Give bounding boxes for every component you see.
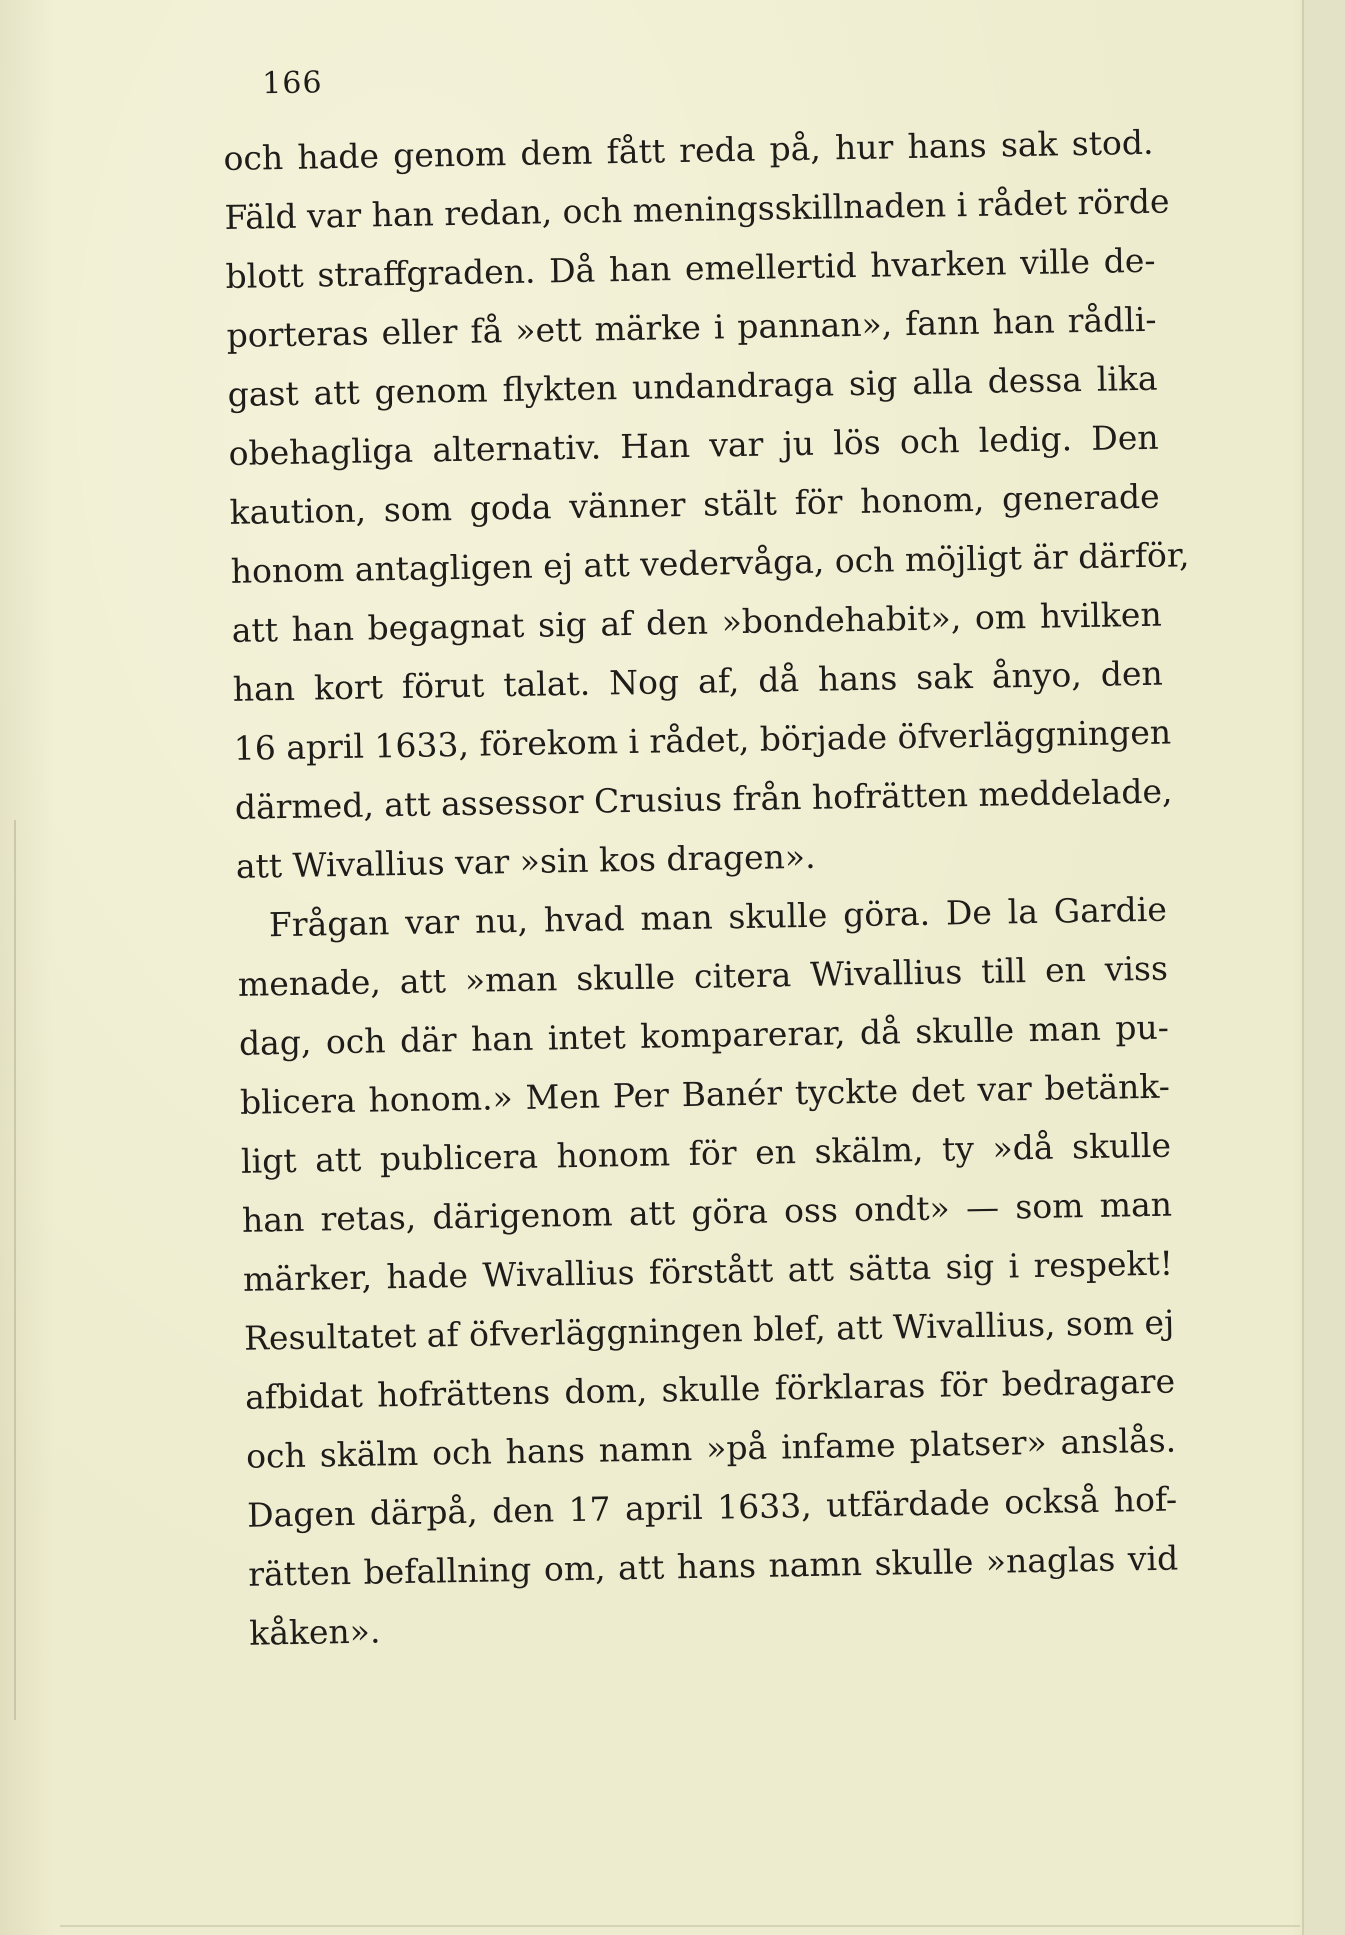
text-line: därmed, att assessor Crusius från hofrätten meddelade, <box>234 771 1173 827</box>
text-line: kaution, som goda vänner stält för honom, generade <box>229 476 1160 532</box>
text-line: att Wivallius var »sin kos dragen». <box>235 836 816 886</box>
text-line: rätten befallning om, att hans namn skulle »naglas vid <box>247 1538 1179 1594</box>
text-line: menade, att »man skulle citera Wivallius till en viss <box>237 948 1169 1004</box>
page-fold-shadow <box>14 820 16 1720</box>
text-line: honom antagligen ej att vedervåga, och möjligt är därför, <box>230 535 1190 591</box>
text-line: Fäld var han redan, och meningsskillnaden i rådet rörde <box>224 181 1170 237</box>
text-line: han retas, därigenom att göra oss ondt» — som man <box>241 1184 1173 1240</box>
text-line: blicera honom.» Men Per Banér tyckte det var betänk- <box>239 1066 1171 1122</box>
text-line: märker, hade Wivallius förstått att sätta sig i respekt! <box>242 1243 1174 1299</box>
text-line: dag, och där han intet komparerar, då skulle man pu- <box>238 1007 1170 1063</box>
text-line: kåken». <box>248 1611 381 1653</box>
page-edge-strip <box>1302 0 1345 1935</box>
text-line: att han begagnat sig af den »bondehabit», om hvilken <box>231 594 1162 650</box>
text-line: Frågan var nu, hvad man skulle göra. De la Gardie <box>268 889 1168 945</box>
text-line: och skälm och hans namn »på infame platser» anslås. <box>245 1420 1177 1476</box>
text-line: Dagen därpå, den 17 april 1633, utfärdade också hof- <box>246 1479 1178 1535</box>
text-line: ligt att publicera honom för en skälm, ty »då skulle <box>240 1125 1172 1181</box>
text-line: och hade genom dem fått reda på, hur hans sak stod. <box>223 122 1154 178</box>
text-line: afbidat hofrättens dom, skulle förklaras för bedragare <box>244 1361 1176 1417</box>
text-line: blott straffgraden. Då han emellertid hvarken ville de- <box>225 240 1156 296</box>
text-line: 16 april 1633, förekom i rådet, började öfverläggningen <box>233 712 1172 768</box>
text-block <box>222 54 1190 1653</box>
text-line: Resultatet af öfverläggningen blef, att Wivallius, som ej <box>243 1302 1175 1358</box>
text-line: obehagliga alternativ. Han var ju lös och ledig. Den <box>228 417 1159 473</box>
page-number: 166 <box>261 65 323 102</box>
text-line: gast att genom flykten undandraga sig alla dessa lika <box>227 358 1158 414</box>
text-line: han kort förut talat. Nog af, då hans sak ånyo, den <box>232 653 1164 709</box>
page-bottom-edge <box>60 1925 1300 1927</box>
text-line: porteras eller få »ett märke i pannan», fann han rådli- <box>226 299 1157 355</box>
